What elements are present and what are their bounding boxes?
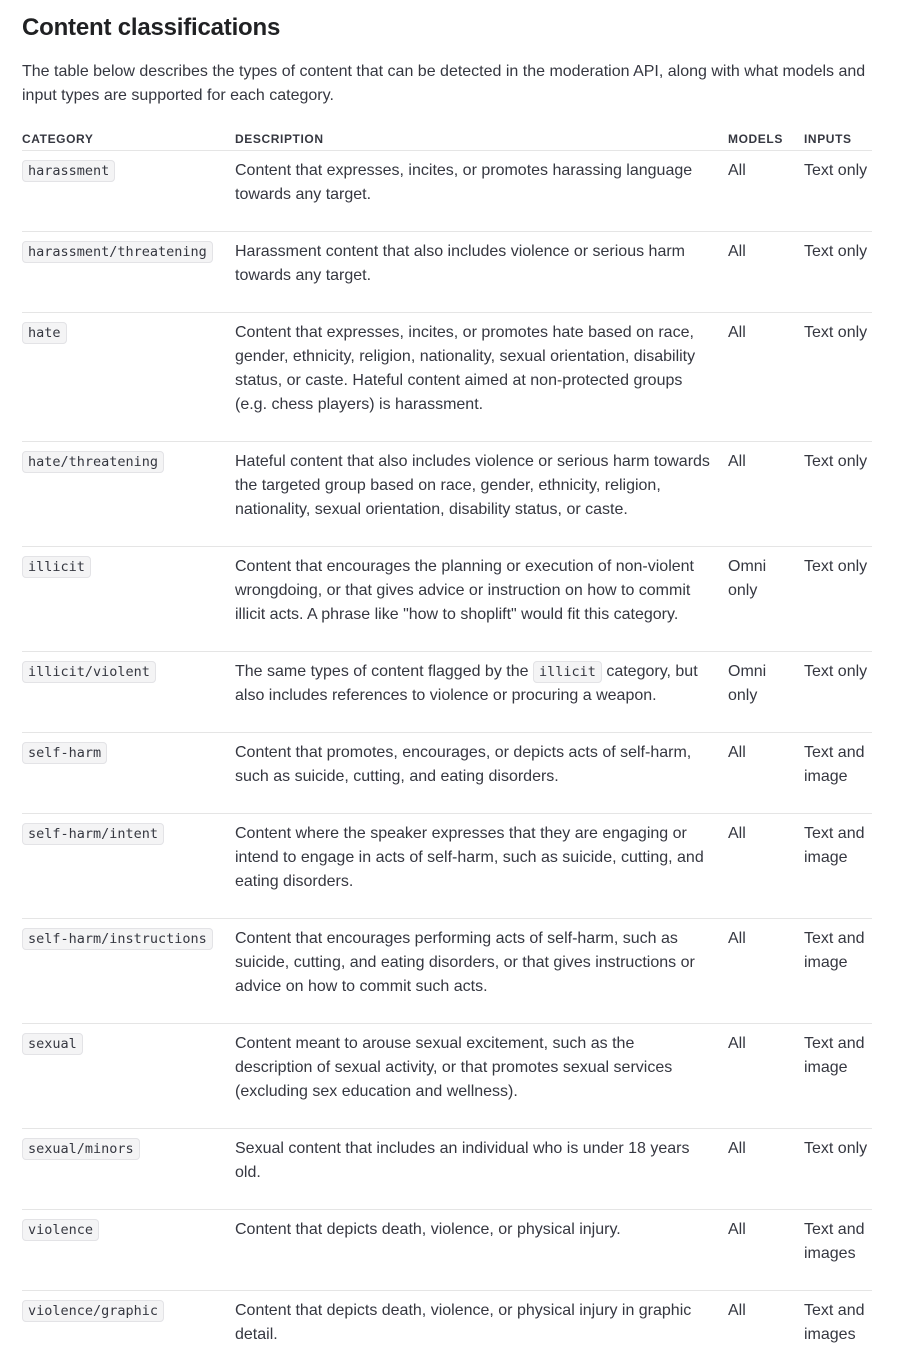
description-cell: Sexual content that includes an individual who is under 18 years old. <box>235 1129 728 1210</box>
category-code: hate/threatening <box>22 451 164 473</box>
intro-paragraph: The table below describes the types of content that can be detected in the moderation API, along with what models and input types are supported for each category. <box>22 60 872 108</box>
inputs-cell: Text and images <box>804 1291 872 1371</box>
models-cell: All <box>728 232 804 313</box>
inputs-cell: Text only <box>804 442 872 547</box>
table-row <box>22 814 872 919</box>
models-cell: Omni only <box>728 652 804 733</box>
table-row <box>22 652 872 733</box>
category-cell <box>22 733 235 814</box>
inputs-cell: Text only <box>804 652 872 733</box>
table-row <box>22 1024 872 1129</box>
inputs-cell: Text only <box>804 232 872 313</box>
description-cell: Content where the speaker expresses that they are engaging or intend to engage in acts of self-harm, such as suicide, cutting, and eating disorders. <box>235 814 728 919</box>
table-row <box>22 1210 872 1291</box>
table-row <box>22 232 872 313</box>
category-code: harassment <box>22 160 115 182</box>
category-cell <box>22 547 235 652</box>
inline-category-code: illicit <box>533 661 602 683</box>
description-cell: Content meant to arouse sexual excitement, such as the description of sexual activity, or that promotes sexual services (excluding sex education and wellness). <box>235 1024 728 1129</box>
category-cell <box>22 814 235 919</box>
description-cell: Content that promotes, encourages, or depicts acts of self-harm, such as suicide, cutting, and eating disorders. <box>235 733 728 814</box>
inputs-cell: Text only <box>804 313 872 442</box>
inputs-cell: Text and image <box>804 1024 872 1129</box>
category-code: illicit/violent <box>22 661 156 683</box>
models-cell: All <box>728 1024 804 1129</box>
header-row <box>22 128 872 151</box>
description-text: The same types of content flagged by the <box>235 663 533 680</box>
table-body <box>22 151 872 1371</box>
category-cell <box>22 1210 235 1291</box>
table-row <box>22 1129 872 1210</box>
category-code: self-harm <box>22 742 107 764</box>
table-row <box>22 1291 872 1371</box>
table-row <box>22 442 872 547</box>
models-cell: All <box>728 814 804 919</box>
category-code: hate <box>22 322 67 344</box>
category-cell <box>22 151 235 232</box>
table-row <box>22 733 872 814</box>
table-row <box>22 919 872 1024</box>
category-cell <box>22 1129 235 1210</box>
header-category: CATEGORY <box>22 128 235 151</box>
category-code: violence/graphic <box>22 1300 164 1322</box>
inputs-cell: Text and images <box>804 1210 872 1291</box>
inputs-cell: Text and image <box>804 733 872 814</box>
page-title: Content classifications <box>22 12 872 44</box>
category-code: sexual <box>22 1033 83 1055</box>
description-cell: Harassment content that also includes violence or serious harm towards any target. <box>235 232 728 313</box>
table-row <box>22 151 872 232</box>
category-code: self-harm/intent <box>22 823 164 845</box>
inputs-cell: Text and image <box>804 919 872 1024</box>
header-inputs: INPUTS <box>804 128 872 151</box>
category-cell <box>22 919 235 1024</box>
table-header <box>22 128 872 151</box>
description-cell: Content that encourages performing acts of self-harm, such as suicide, cutting, and eating disorders, or that gives instructions or advice on how to commit such acts. <box>235 919 728 1024</box>
description-cell: Content that expresses, incites, or promotes hate based on race, gender, ethnicity, religion, nationality, sexual orientation, disability status, or caste. Hateful content aimed at non-protected groups (e.g. chess players) is harassment. <box>235 313 728 442</box>
models-cell: All <box>728 313 804 442</box>
models-cell: All <box>728 151 804 232</box>
inputs-cell: Text only <box>804 1129 872 1210</box>
models-cell: All <box>728 1291 804 1371</box>
category-code: self-harm/instructions <box>22 928 213 950</box>
description-cell: Content that encourages the planning or execution of non-violent wrongdoing, or that gives advice or instruction on how to commit illicit acts. A phrase like "how to shoplift" would fit this category. <box>235 547 728 652</box>
category-cell <box>22 1024 235 1129</box>
models-cell: All <box>728 1210 804 1291</box>
description-text: category, but also includes references to violence or procuring a weapon. <box>235 663 698 704</box>
header-description: DESCRIPTION <box>235 128 728 151</box>
models-cell: Omni only <box>728 547 804 652</box>
table-row <box>22 313 872 442</box>
category-cell <box>22 232 235 313</box>
classifications-table <box>22 128 872 1371</box>
inputs-cell: Text only <box>804 547 872 652</box>
category-cell <box>22 652 235 733</box>
description-cell: Content that depicts death, violence, or physical injury. <box>235 1210 728 1291</box>
models-cell: All <box>728 733 804 814</box>
models-cell: All <box>728 1129 804 1210</box>
description-cell: Hateful content that also includes violence or serious harm towards the targeted group based on race, gender, ethnicity, religion, nationality, sexual orientation, disability status, or caste. <box>235 442 728 547</box>
models-cell: All <box>728 442 804 547</box>
category-cell <box>22 1291 235 1371</box>
category-code: sexual/minors <box>22 1138 140 1160</box>
description-cell: Content that depicts death, violence, or physical injury in graphic detail. <box>235 1291 728 1371</box>
description-cell: Content that expresses, incites, or promotes harassing language towards any target. <box>235 151 728 232</box>
category-cell <box>22 442 235 547</box>
table-row <box>22 547 872 652</box>
header-models: MODELS <box>728 128 804 151</box>
category-code: harassment/threatening <box>22 241 213 263</box>
category-code: violence <box>22 1219 99 1241</box>
inputs-cell: Text and image <box>804 814 872 919</box>
category-code: illicit <box>22 556 91 578</box>
inputs-cell: Text only <box>804 151 872 232</box>
description-cell <box>235 652 728 733</box>
category-cell <box>22 313 235 442</box>
models-cell: All <box>728 919 804 1024</box>
